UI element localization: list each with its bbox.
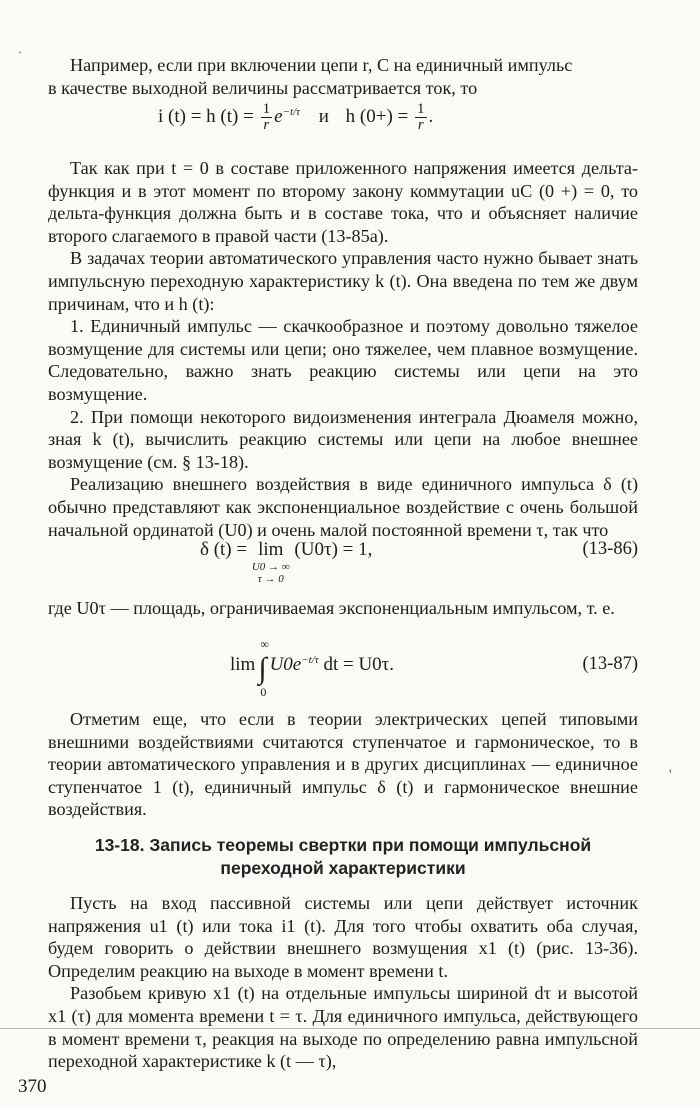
paragraph-note: Отметим еще, что если в теории электрических цепей типовыми внешними воздействиями считаются ступенчатое и гармоническое, то в теории автоматического управления и в других дисциплинах — единичное ступенчатое 1 (t), единичный импульс δ (t) и гармоническое внешние воздействия. <box>48 709 638 820</box>
body-block-2 <box>48 597 638 620</box>
eq86-rhs: (U0τ) = 1, <box>294 539 373 560</box>
paragraph-tasks: В задачах теории автоматического управления часто нужно бывает знать импульсную переходную характеристику k (t). Она введена по тем же двум причинам, что и h (t): <box>48 248 638 314</box>
eq-ih-rhs-den: r <box>417 117 424 133</box>
section-heading-line-1: 13-18. Запись теоремы свертки при помощи импульсной <box>94 835 592 855</box>
eq86-lim-condition-1: U0 → ∞ <box>251 561 290 573</box>
eq-ih-exp-base: e <box>274 105 283 127</box>
eq-ih-rhs: h (0+) = <box>345 105 409 127</box>
eq-ih-fraction <box>261 102 273 133</box>
eq87-integrand: U0e <box>269 654 302 675</box>
list-item-2: 2. При помощи некоторого видоизменения интеграла Дюамеля можно, зная k (t), вычислить реакцию системы или цепи на любое внешнее возмущение (см. § 13-18). <box>48 406 638 472</box>
eq-ih-lhs: i (t) = h (t) = <box>158 105 254 127</box>
page-number: 370 <box>18 1076 47 1097</box>
scan-crease-line <box>0 1028 700 1029</box>
eq87-number-row <box>48 654 638 678</box>
body-block-1 <box>48 157 638 541</box>
paragraph-realization: Реализацию внешнего воздействия в виде единичного импульса δ (t) обычно представляют как экспоненциальное воздействие с очень большой начальной ординатой (U0) и очень малой постоянной времени τ, так что <box>48 474 638 540</box>
eq87-power: −t/τ <box>301 654 319 666</box>
eq86-lim-condition-2: τ → 0 <box>257 573 284 585</box>
equation-number-13-87: (13-87) <box>582 654 638 674</box>
eq86-lim-word: lim <box>258 539 284 560</box>
equation-current <box>158 102 433 133</box>
paragraph-source: Пусть на вход пассивной системы или цепи действует источник напряжения u1 (t) или тока i1 (t). Для того чтобы охватить оба случая, будем говорить о действии внешнего возмущения x1 (t) (рис. 13-36). Определим реакцию на выходе в момент времени t. <box>48 893 638 981</box>
intro-paragraph <box>48 54 638 99</box>
eq87-upper-limit: ∞ <box>260 637 269 651</box>
equation-number-13-86: (13-86) <box>582 539 638 559</box>
eq-ih-conjunction: и <box>318 105 329 127</box>
intro-line-1: Например, если при включении цепи r, C на единичный импульс <box>70 55 573 75</box>
list-item-1: 1. Единичный импульс — скачкообразное и поэтому довольно тяжелое возмущение для системы или цепи; оно тяжелее, чем плавное возмущение. Следовательно, важно знать реакцию системы или цепи на это возмущение. <box>48 316 638 404</box>
paragraph-delta: Так как при t = 0 в составе приложенного напряжения имеется дельта-функция и в этот момент по второму закону коммутации uC (0 +) = 0, то дельта-функция должна быть и в составе тока, что и объясняет наличие второго слагаемого в правой части (13-85а). <box>48 158 638 246</box>
eq-ih-exp-power: −t/τ <box>282 105 300 118</box>
corner-mark: ˏ <box>18 40 22 54</box>
section-heading-line-2: переходной характеристики <box>220 858 466 878</box>
body-block-3 <box>48 708 638 821</box>
eq-ih-end: . <box>428 105 434 127</box>
body-block-4 <box>48 892 638 1073</box>
paragraph-split: Разобьем кривую x1 (t) на отдельные импульсы шириной dτ и высотой x1 (τ) для момента времени t = τ. Для единичного импульса, действующего в момент времени τ, реакция на выходе по определению равна импульсной переходной характеристике k (t — τ), <box>48 983 638 1072</box>
eq87-tail: dt = U0τ. <box>323 654 395 675</box>
eq-ih-frac-den: r <box>263 117 270 133</box>
integral-sign: ∫ ∞ 0 <box>258 637 269 699</box>
eq87-lim-word: lim <box>230 654 256 675</box>
eq86-lhs: δ (t) = <box>200 539 248 560</box>
eq-ih-rhs-fraction <box>415 102 427 133</box>
intro-line-2: в качестве выходной величины рассматривается ток, то <box>48 77 478 98</box>
paragraph-where: где U0τ — площадь, ограничиваемая экспоненциальным импульсом, т. е. <box>48 598 615 618</box>
eq87-lower-limit: 0 <box>260 685 267 699</box>
eq-ih-rhs-num: 1 <box>417 101 425 117</box>
eq86-number-row <box>48 539 638 563</box>
section-heading <box>48 834 638 880</box>
eq-ih-frac-num: 1 <box>262 101 271 117</box>
margin-mark: ' <box>669 768 672 783</box>
